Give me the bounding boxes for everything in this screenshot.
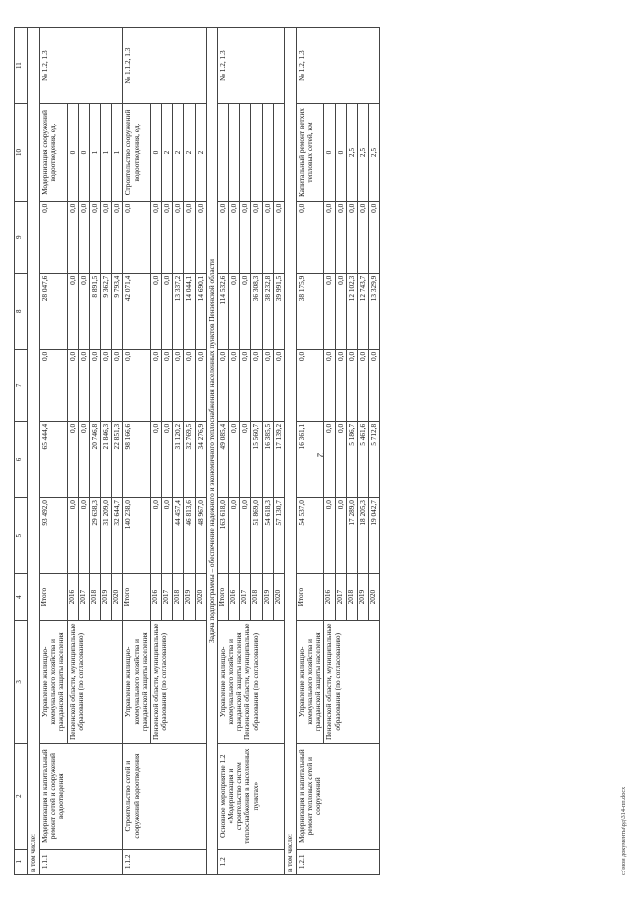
executor-sub: Пензенской области, муниципальные образования (по согласованию) <box>324 620 380 743</box>
indicator-value: 0 <box>335 104 346 201</box>
value-total: 31 209,0 <box>101 498 112 574</box>
col-num-7: 7 <box>15 349 28 421</box>
section-label-row <box>284 28 296 875</box>
value-municipal: 114 532,6 <box>217 273 228 349</box>
value-other: 0,0 <box>262 201 273 273</box>
value-total: 93 492,0 <box>40 498 68 574</box>
value-municipal: 0,0 <box>67 273 78 349</box>
year-cell: 2017 <box>162 574 173 621</box>
value-regional: 0,0 <box>324 421 335 497</box>
value-federal: 0,0 <box>335 349 346 421</box>
indicator-value: 0 <box>150 104 161 201</box>
value-other: 0,0 <box>229 201 240 273</box>
value-federal: 0,0 <box>101 349 112 421</box>
executor: Управление жилищно-коммунального хозяйства и гражданской защиты населения Пензенской области, муниципальные образования (по согласованию) <box>217 620 284 743</box>
indicator-value: 2,5 <box>369 104 380 201</box>
value-other: 0,0 <box>89 201 100 273</box>
indicator-value: 0 <box>78 104 89 201</box>
item-number: 1.1.2 <box>123 849 206 874</box>
program-table <box>14 27 380 875</box>
value-total: 44 457,4 <box>173 498 184 574</box>
indicator-value <box>262 104 273 201</box>
col-num-1: 1 <box>15 849 28 874</box>
item-number: 1.2 <box>217 849 284 874</box>
table-row <box>217 28 228 875</box>
value-total: 0,0 <box>240 498 251 574</box>
value-municipal: 39 991,5 <box>273 273 284 349</box>
value-other: 0,0 <box>195 201 206 273</box>
item-name: Основное мероприятие 1.2 «Модернизация и строительство систем теплоснабжения в населенных пунктах» <box>217 743 284 849</box>
value-municipal: 0,0 <box>335 273 346 349</box>
value-total: 51 869,0 <box>251 498 262 574</box>
year-cell: 2018 <box>89 574 100 621</box>
year-cell: 2020 <box>369 574 380 621</box>
value-regional: 22 851,3 <box>112 421 123 497</box>
year-cell: 2020 <box>112 574 123 621</box>
col-num-2: 2 <box>15 743 28 849</box>
value-total: 19 042,7 <box>369 498 380 574</box>
year-cell: 2020 <box>273 574 284 621</box>
section-label-row <box>28 28 40 875</box>
value-other: 0,0 <box>150 201 161 273</box>
value-federal: 0,0 <box>240 349 251 421</box>
value-municipal: 0,0 <box>150 273 161 349</box>
value-regional: 16 385,5 <box>262 421 273 497</box>
value-regional: 5 186,7 <box>346 421 357 497</box>
value-municipal: 28 047,6 <box>40 273 68 349</box>
table-body <box>15 28 380 875</box>
indicator-value: 2 <box>173 104 184 201</box>
value-regional: 21 846,3 <box>101 421 112 497</box>
value-federal: 0,0 <box>324 349 335 421</box>
value-total: 140 238,0 <box>123 498 151 574</box>
year-cell: 2016 <box>324 574 335 621</box>
value-municipal: 14 690,1 <box>195 273 206 349</box>
year-cell: 2020 <box>195 574 206 621</box>
col-num-4: 4 <box>15 574 28 621</box>
in-total-label: в том числе: <box>284 28 296 875</box>
value-federal: 0,0 <box>150 349 161 421</box>
value-regional: 20 746,8 <box>89 421 100 497</box>
year-cell: 2017 <box>335 574 346 621</box>
indicator-value: 2 <box>195 104 206 201</box>
value-other: 0,0 <box>101 201 112 273</box>
year-cell: 2018 <box>173 574 184 621</box>
value-regional: 98 166,6 <box>123 421 151 497</box>
indicator-value: 2,5 <box>346 104 357 201</box>
value-total: 17 289,0 <box>346 498 357 574</box>
value-total: 18 205,3 <box>357 498 368 574</box>
value-federal: 0,0 <box>273 349 284 421</box>
year-cell: 2017 <box>78 574 89 621</box>
executor-sub: Пензенской области, муниципальные образования (по согласованию) <box>150 620 206 743</box>
value-regional: 65 444,4 <box>40 421 68 497</box>
value-federal: 0,0 <box>369 349 380 421</box>
value-municipal: 9 362,7 <box>101 273 112 349</box>
value-regional: 5 712,8 <box>369 421 380 497</box>
year-cell: Итого <box>123 574 151 621</box>
item-number: 1.1.1 <box>40 849 123 874</box>
table-row <box>123 28 151 875</box>
year-cell: 2019 <box>262 574 273 621</box>
value-other: 0,0 <box>273 201 284 273</box>
value-total: 54 618,3 <box>262 498 273 574</box>
value-total: 0,0 <box>324 498 335 574</box>
value-federal: 0,0 <box>346 349 357 421</box>
indicator-value: 1 <box>112 104 123 201</box>
year-cell: Итого <box>296 574 324 621</box>
value-municipal: 8 891,5 <box>89 273 100 349</box>
year-cell: Итого <box>40 574 68 621</box>
value-municipal: 0,0 <box>78 273 89 349</box>
value-total: 0,0 <box>162 498 173 574</box>
value-municipal: 36 308,3 <box>251 273 262 349</box>
indicator-value: 2 <box>162 104 173 201</box>
value-total: 0,0 <box>150 498 161 574</box>
value-other: 0,0 <box>123 201 151 273</box>
value-regional: 0,0 <box>162 421 173 497</box>
value-regional: 17 139,2 <box>273 421 284 497</box>
value-federal: 0,0 <box>296 349 324 421</box>
value-regional: 0,0 <box>67 421 78 497</box>
value-total: 0,0 <box>229 498 240 574</box>
value-other: 0,0 <box>217 201 228 273</box>
value-other: 0,0 <box>78 201 89 273</box>
value-other: 0,0 <box>240 201 251 273</box>
value-federal: 0,0 <box>195 349 206 421</box>
indicator-value: 1 <box>89 104 100 201</box>
value-municipal: 0,0 <box>240 273 251 349</box>
value-regional: 0,0 <box>240 421 251 497</box>
col-num-6: 6 <box>15 421 28 497</box>
value-other: 0,0 <box>369 201 380 273</box>
year-cell: 2016 <box>67 574 78 621</box>
value-municipal: 12 102,3 <box>346 273 357 349</box>
year-cell: 2018 <box>346 574 357 621</box>
indicator-value <box>240 104 251 201</box>
value-regional: 0,0 <box>150 421 161 497</box>
indicator-value <box>217 104 228 201</box>
task-text: Задача подпрограммы – обеспечение надежного и экономичного теплоснабжения населенных пунктов Пензенской области <box>206 28 217 875</box>
year-cell: 2016 <box>229 574 240 621</box>
col-num-11: 11 <box>15 28 28 104</box>
value-federal: 0,0 <box>251 349 262 421</box>
col-num-10: 10 <box>15 104 28 201</box>
in-total-label: в том числе: <box>28 28 40 875</box>
value-total: 32 644,7 <box>112 498 123 574</box>
value-federal: 0,0 <box>112 349 123 421</box>
value-regional: 0,0 <box>229 421 240 497</box>
col-num-3: 3 <box>15 620 28 743</box>
value-federal: 0,0 <box>173 349 184 421</box>
value-total: 0,0 <box>78 498 89 574</box>
value-municipal: 13 337,2 <box>173 273 184 349</box>
value-regional: 0,0 <box>78 421 89 497</box>
executor: Управление жилищно-коммунального хозяйства и гражданской защиты населения <box>123 620 151 743</box>
col-num-5: 5 <box>15 498 28 574</box>
table-row <box>40 28 68 875</box>
value-federal: 0,0 <box>217 349 228 421</box>
value-total: 57 130,7 <box>273 498 284 574</box>
file-path-footer: c:\мои документы\рд\314-пп.docx <box>620 786 627 875</box>
value-regional: 0,0 <box>335 421 346 497</box>
value-other: 0,0 <box>296 201 324 273</box>
item-number: 1.2.1 <box>296 849 379 874</box>
value-total: 29 638,3 <box>89 498 100 574</box>
year-cell: 2018 <box>251 574 262 621</box>
value-regional: 32 769,5 <box>184 421 195 497</box>
year-cell: 2019 <box>357 574 368 621</box>
value-municipal: 0,0 <box>229 273 240 349</box>
indicator-name: Строительство сооружений водоотведения, ед. <box>123 104 151 201</box>
year-cell: 2019 <box>101 574 112 621</box>
value-other: 0,0 <box>40 201 68 273</box>
year-cell: 2017 <box>240 574 251 621</box>
value-municipal: 38 175,9 <box>296 273 324 349</box>
table-row <box>296 28 324 875</box>
value-federal: 0,0 <box>78 349 89 421</box>
year-cell: 2019 <box>184 574 195 621</box>
value-federal: 0,0 <box>357 349 368 421</box>
value-municipal: 42 071,4 <box>123 273 151 349</box>
indicator-value: 2,5 <box>357 104 368 201</box>
indicator-value <box>273 104 284 201</box>
value-total: 54 537,0 <box>296 498 324 574</box>
value-total: 0,0 <box>67 498 78 574</box>
indicator-ref: № 1.2, 1.3 <box>217 28 284 104</box>
column-number-row <box>15 28 28 875</box>
value-federal: 0,0 <box>184 349 195 421</box>
value-regional: 15 560,7 <box>251 421 262 497</box>
indicator-value: 0 <box>324 104 335 201</box>
indicator-ref: № 1.2, 1.3 <box>40 28 123 104</box>
value-other: 0,0 <box>162 201 173 273</box>
value-other: 0,0 <box>112 201 123 273</box>
value-federal: 0,0 <box>262 349 273 421</box>
item-name: Модернизация и капитальный ремонт тепловых сетей и сооружений <box>296 743 379 849</box>
item-name: Строительство сетей и сооружений водоотведения <box>123 743 206 849</box>
value-municipal: 14 044,1 <box>184 273 195 349</box>
indicator-ref: № 1.2, 1.3 <box>296 28 379 104</box>
value-regional: 49 085,4 <box>217 421 228 497</box>
value-municipal: 0,0 <box>324 273 335 349</box>
value-regional: 34 276,9 <box>195 421 206 497</box>
value-municipal: 13 329,9 <box>369 273 380 349</box>
value-other: 0,0 <box>173 201 184 273</box>
year-cell: Итого <box>217 574 228 621</box>
value-regional: 31 120,2 <box>173 421 184 497</box>
value-federal: 0,0 <box>229 349 240 421</box>
executor: Управление жилищно-коммунального хозяйства и гражданской защиты населения <box>40 620 68 743</box>
year-cell: 2016 <box>150 574 161 621</box>
page-number: 2 <box>315 452 326 458</box>
value-total: 163 618,0 <box>217 498 228 574</box>
value-other: 0,0 <box>357 201 368 273</box>
indicator-value: 1 <box>101 104 112 201</box>
indicator-value: 0 <box>67 104 78 201</box>
value-total: 46 813,6 <box>184 498 195 574</box>
value-federal: 0,0 <box>67 349 78 421</box>
value-regional: 16 361,1 <box>296 421 324 497</box>
value-total: 0,0 <box>335 498 346 574</box>
indicator-value <box>251 104 262 201</box>
value-municipal: 38 232,8 <box>262 273 273 349</box>
value-federal: 0,0 <box>162 349 173 421</box>
value-other: 0,0 <box>346 201 357 273</box>
value-municipal: 0,0 <box>162 273 173 349</box>
value-other: 0,0 <box>184 201 195 273</box>
value-federal: 0,0 <box>89 349 100 421</box>
executor-sub: Пензенской области, муниципальные образования (по согласованию) <box>67 620 123 743</box>
value-federal: 0,0 <box>40 349 68 421</box>
col-num-8: 8 <box>15 273 28 349</box>
value-other: 0,0 <box>251 201 262 273</box>
value-total: 48 967,0 <box>195 498 206 574</box>
item-name: Модернизация и капитальный ремонт сетей и сооружений водоотведения <box>40 743 123 849</box>
indicator-name: Капитальный ремонт ветхих тепловых сетей, км <box>296 104 324 201</box>
value-other: 0,0 <box>67 201 78 273</box>
task-row <box>206 28 217 875</box>
value-other: 0,0 <box>324 201 335 273</box>
indicator-value: 2 <box>184 104 195 201</box>
value-municipal: 12 743,7 <box>357 273 368 349</box>
executor: Управление жилищно-коммунального хозяйства и гражданской защиты населения <box>296 620 324 743</box>
value-municipal: 9 793,4 <box>112 273 123 349</box>
value-other: 0,0 <box>335 201 346 273</box>
value-regional: 5 461,6 <box>357 421 368 497</box>
indicator-value <box>229 104 240 201</box>
indicator-name: Модернизация сооружений водоотведения, ед. <box>40 104 68 201</box>
col-num-9: 9 <box>15 201 28 273</box>
indicator-ref: № 1.1.2, 1.3 <box>123 28 206 104</box>
value-federal: 0,0 <box>123 349 151 421</box>
